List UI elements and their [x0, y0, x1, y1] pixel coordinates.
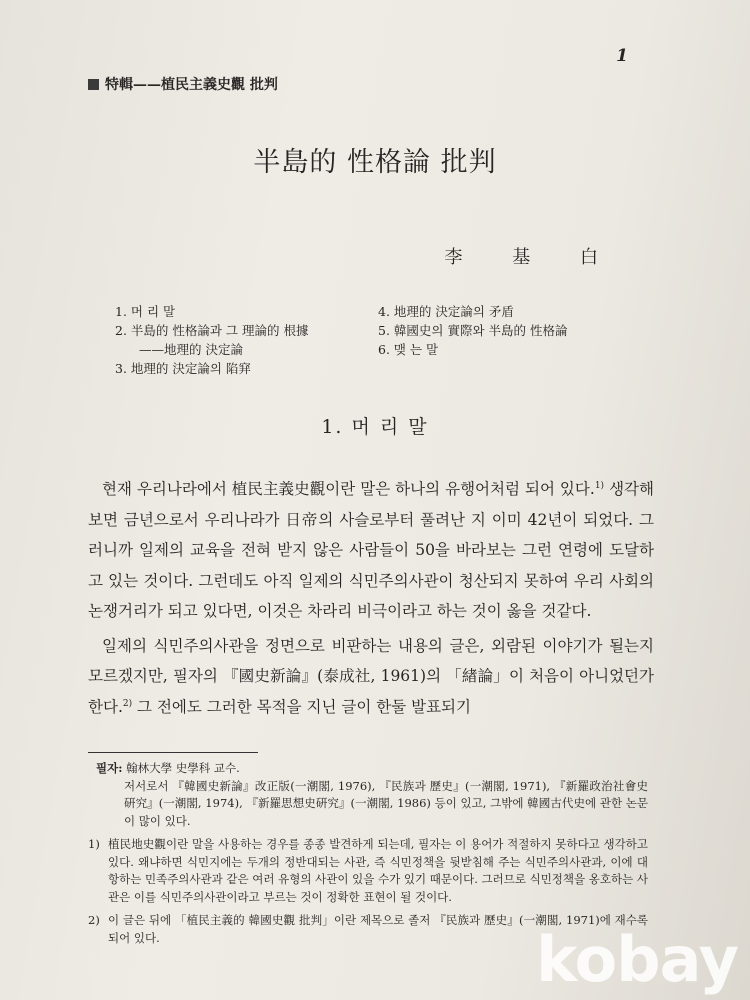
watermark: kobay [536, 923, 738, 996]
toc-item: 2. 半島的 性格論과 그 理論的 根據 [115, 323, 309, 338]
section-heading: 1. 머 리 말 [321, 416, 429, 438]
paragraph-text: 그 전에도 그러한 목적을 지닌 글이 한둘 발표되기 [132, 697, 472, 716]
footnote-text: 이 글은 뒤에 「植民主義的 韓國史觀 批判」이란 제목으로 졸저 『民族과 歷史』(一潮閣, 1971)에 재수록되어 있다. [108, 913, 648, 945]
author-note [88, 760, 648, 830]
footnotes [88, 760, 648, 947]
toc-item: 6. 맺 는 말 [378, 342, 439, 357]
author-note-label: 필자: [96, 761, 123, 775]
footnote-divider [88, 752, 258, 753]
footnote [88, 836, 648, 906]
paragraph-text: 일제의 식민주의사관을 정면으로 비판하는 내용의 글은, 외람된 이야기가 될는지 모르겠지만, 필자의 『國史新論』(泰成社, 1961)의 「緖論」이 처음이 아니었던가 한다. [88, 636, 654, 716]
series-header [88, 74, 278, 94]
toc-item: 1. 머 리 말 [115, 304, 176, 319]
article-author: 李 基 白 [444, 247, 620, 268]
footnote-ref: 2) [122, 698, 133, 709]
toc-item: 4. 地理的 決定論의 矛盾 [378, 304, 514, 319]
square-bullet-icon [88, 79, 99, 90]
paragraph-text: 생각해 보면 금년으로서 우리나라가 日帝의 사슬로부터 풀려난 지 이미 42년이 되었다. 그러니까 일제의 교육을 전혀 받지 않은 사람들이 50을 바라보는 그런 연령에 도달하고 있는 것이다. 그런데도 아직 일제의 식민주의사관이 청산되지 못하여 우리 사회의 논쟁거리가 되고 있다면, 이것은 차라리 비극이라고 하는 것이 옳을 것같다. [88, 480, 654, 620]
toc-left-column [115, 302, 308, 378]
toc-item: 5. 韓國史의 實際와 半島的 性格論 [378, 323, 568, 338]
author-detail: 저서로서 『韓國史新論』改正版(一潮閣, 1976), 『民族과 歷史』(一潮閣, 1971), 『新羅政治社會史硏究』(一潮閣, 1974), 『新羅思想史硏究』(一潮閣, 1986) 등이 있고, 그밖에 韓國古代史에 관한 논문이 많이 있다. [124, 778, 648, 828]
author-affiliation: 翰林大學 史學科 교수. [126, 761, 240, 775]
footnote-number: 1) [88, 837, 100, 851]
footnote-text: 植民地史觀이란 말을 사용하는 경우를 종종 발견하게 되는데, 필자는 이 용어가 적절하지 못하다고 생각하고 있다. 왜냐하면 식민지에는 두개의 정반대되는 사관, 즉 식민정책을 뒷받침해 주는 식민주의사관과, 이에 대항하는 민족주의사관과 같은 여러 유형의 사관이 있을 수가 있기 때문이다. 그러므로 식민정책을 옹호하는 사관은 이를 식민주의사관이라고 부르는 것이 정확한 표현이 될 것이다. [108, 837, 648, 904]
paragraph [88, 474, 654, 627]
paragraph-text: 현재 우리나라에서 植民主義史觀이란 말은 하나의 유행어처럼 되어 있다. [102, 480, 595, 498]
footnote-number: 2) [88, 913, 100, 927]
footnote-ref: 1) [594, 481, 605, 491]
toc-item-subtitle: ——地理的 決定論 [139, 342, 243, 357]
series-title: 特輯——植民主義史觀 批判 [105, 77, 278, 93]
toc-item: 3. 地理的 決定論의 陷穽 [115, 361, 251, 376]
body-text [88, 474, 654, 722]
paragraph [88, 631, 654, 723]
article-title: 半島的 性格論 批判 [253, 147, 497, 178]
page-number: 1 [616, 46, 628, 66]
toc-right-column [378, 302, 567, 359]
